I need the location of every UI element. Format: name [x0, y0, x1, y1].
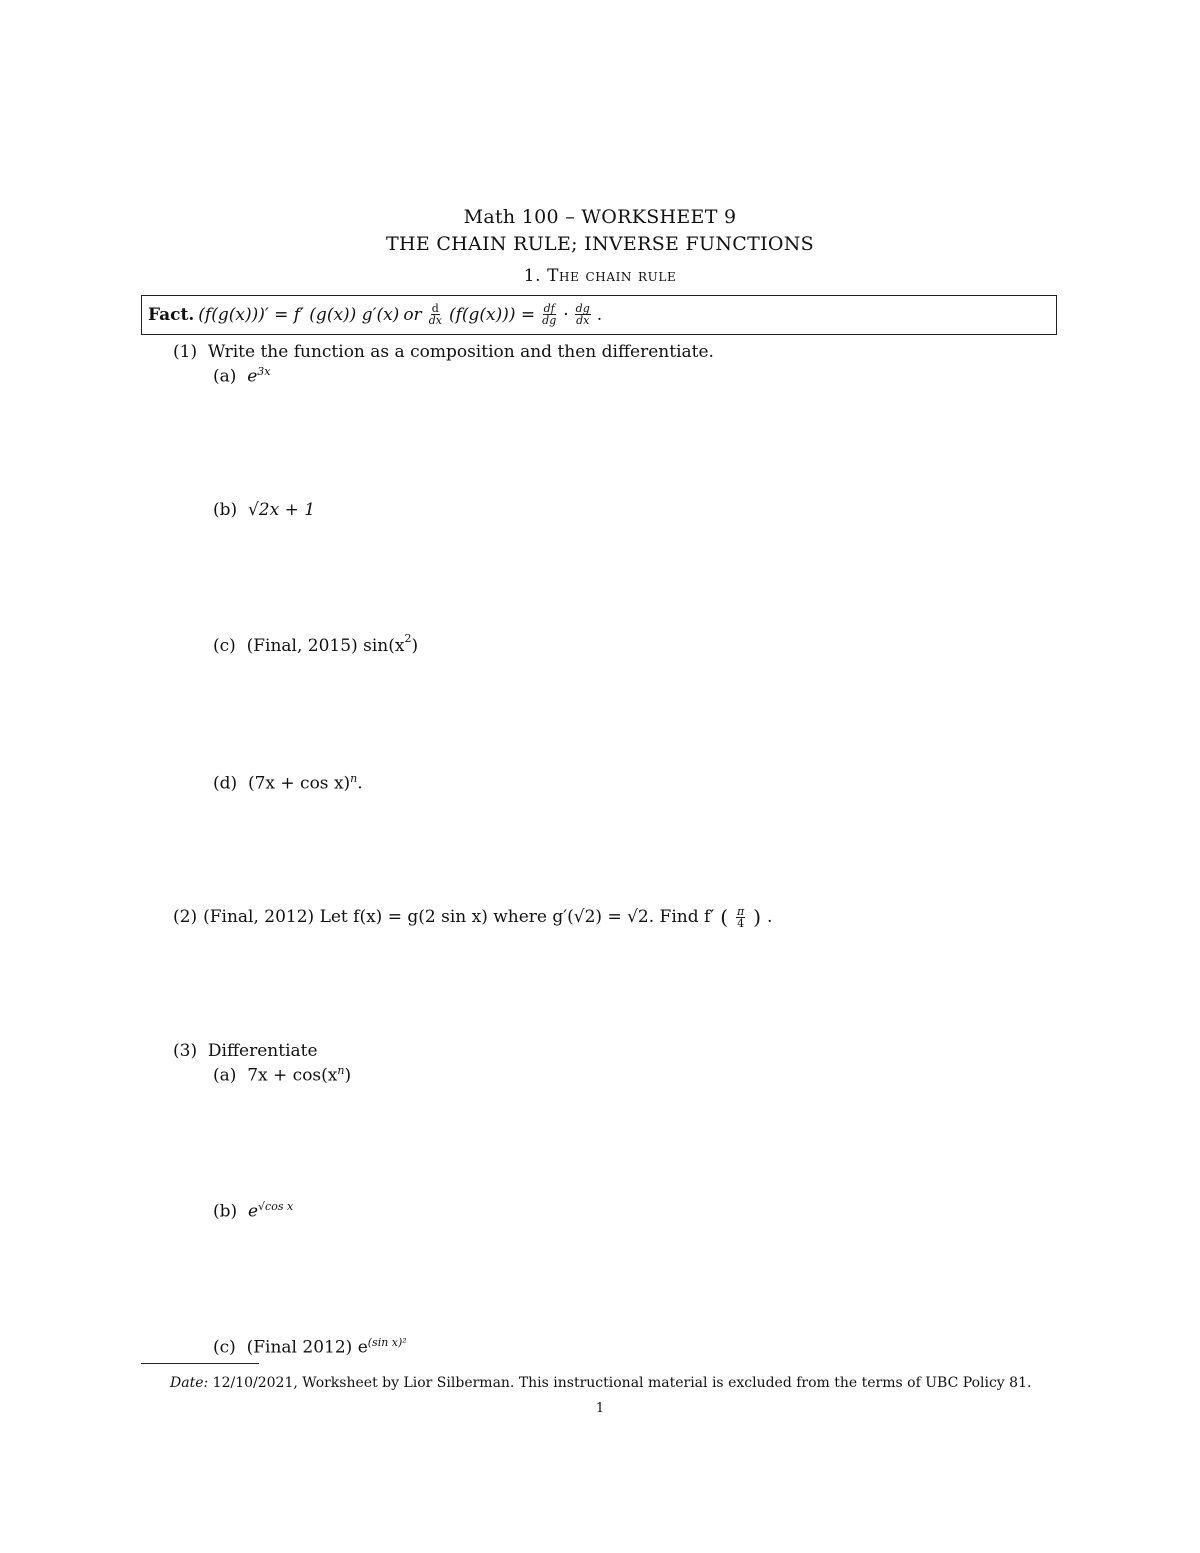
question-3a-exp: n	[337, 1064, 345, 1077]
fact-df-dg-fraction	[541, 303, 557, 326]
question-2-text: (Final, 2012) Let f(x) = g(2 sin x) where g′(√2) = √2. Find f′	[203, 907, 715, 927]
question-3-text: Differentiate	[207, 1041, 318, 1061]
fact-d-den: dx	[428, 314, 442, 327]
section-title: 1. The chain rule	[523, 266, 677, 286]
question-1c-close: )	[411, 636, 419, 656]
footnote	[170, 1375, 1031, 1391]
question-1d-label: (d)	[213, 773, 238, 794]
question-1	[173, 342, 714, 362]
footnote-rule	[141, 1363, 259, 1364]
question-1d-exp: n	[350, 772, 358, 785]
question-3a-expr: 7x + cos(x	[247, 1065, 338, 1086]
page-title: Math 100 – WORKSHEET 9	[463, 206, 737, 228]
fact-dot: ·	[563, 304, 569, 325]
question-3	[173, 1041, 318, 1061]
fact-d-dx-fraction	[428, 303, 443, 326]
footnote-label: Date:	[170, 1375, 209, 1391]
question-3-label: (3)	[173, 1041, 198, 1061]
question-1b-expr: √2x + 1	[247, 500, 316, 520]
question-3c-label: (c)	[213, 1337, 236, 1358]
fact-label: Fact.	[148, 304, 195, 325]
fact-dg-num: dg	[575, 302, 590, 315]
question-2-frac-den: 4	[737, 916, 745, 930]
question-1b-label: (b)	[213, 500, 238, 520]
question-1d-end: .	[357, 773, 363, 794]
question-1d-expr: (7x + cos x)	[247, 773, 351, 794]
question-1a	[213, 365, 270, 387]
question-1-text: Write the function as a composition and then differentiate.	[207, 342, 714, 362]
fact-content	[148, 303, 602, 326]
fact-middle: (f(g(x))) =	[448, 304, 536, 325]
question-3b-base: e	[247, 1201, 259, 1222]
question-1a-base: e	[247, 366, 258, 387]
question-1c-exp: 2	[404, 632, 412, 645]
question-2-fraction	[736, 906, 745, 929]
fact-dg-den: dx	[576, 314, 590, 327]
page-number: 1	[595, 1401, 605, 1416]
fact-d-num: d	[431, 302, 439, 315]
fact-end: .	[596, 304, 603, 325]
fact-df-den: dg	[542, 314, 557, 327]
question-2: (2) (Final, 2012) Let f(x) = g(2 sin x) where g′(√2) = √2. Find f′ ( $\frac{\pi}{4}$ ) .	[173, 904, 773, 930]
question-3a-close: )	[344, 1065, 352, 1086]
fact-or: or	[403, 304, 422, 325]
question-1a-exp: 3x	[257, 365, 271, 378]
question-1a-label: (a)	[213, 366, 237, 387]
question-1d	[213, 772, 363, 794]
question-3c-expr: (Final 2012) e	[246, 1337, 368, 1358]
question-3b-label: (b)	[213, 1201, 238, 1222]
question-2-end: .	[767, 907, 773, 927]
question-1c-label: (c)	[213, 636, 236, 656]
question-3b-exp: √cos x	[258, 1200, 294, 1213]
question-3c	[213, 1336, 407, 1358]
question-1c-expr: (Final, 2015) sin(x	[246, 636, 405, 656]
question-2-frac-num: π	[737, 904, 745, 918]
question-3c-exp: (sin x)²	[367, 1336, 407, 1349]
page-subtitle: THE CHAIN RULE; INVERSE FUNCTIONS	[385, 233, 814, 255]
footnote-text: 12/10/2021, Worksheet by Lior Silberman. This instructional material is excluded from the terms of UBC Policy 81.	[212, 1375, 1032, 1391]
fact-df-num: df	[543, 302, 555, 315]
question-3a-label: (a)	[213, 1065, 237, 1086]
fact-lhs: (f(g(x)))′ = f′ (g(x)) g′(x)	[198, 304, 400, 325]
question-1c	[213, 632, 419, 656]
question-1-label: (1)	[173, 342, 198, 362]
question-3b	[213, 1200, 293, 1222]
question-1b	[213, 500, 315, 520]
question-2-label: (2)	[173, 907, 198, 927]
question-3a	[213, 1064, 351, 1086]
fact-dg-dx-fraction	[575, 303, 591, 326]
